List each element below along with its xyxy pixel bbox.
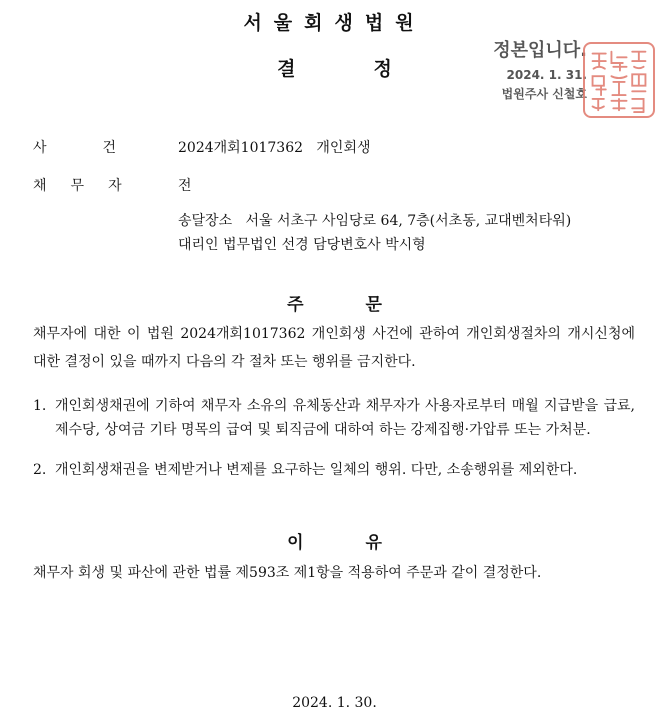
court-seal: [583, 42, 655, 118]
representative-line: 대리인 법무법인 선경 담당변호사 박시형: [178, 237, 426, 253]
certification-block: [462, 36, 587, 102]
case-label-char: 사: [33, 140, 47, 156]
order-item-1: [33, 394, 635, 442]
order-item-text: 개인회생채권을 변제받거나 변제를 요구하는 일체의 행위. 다만, 소송행위를 제외한다.: [55, 462, 578, 478]
order-item-number: 2.: [33, 462, 47, 478]
reason-text: 채무자 회생 및 파산에 관한 법률 제593조 제1항을 적용하여 주문과 같이 결정한다.: [33, 565, 542, 581]
debtor-name: 전: [178, 178, 192, 194]
court-seal-graphic: [585, 44, 653, 116]
debtor-label-char: 채: [33, 178, 47, 194]
order-title-left: 주: [287, 295, 304, 315]
delivery-label: 송달장소: [178, 213, 233, 229]
order-title-right: 문: [365, 295, 382, 315]
reason-title: [0, 528, 669, 553]
order-item-number: 1.: [33, 398, 47, 414]
case-label-char: 건: [102, 140, 117, 156]
debtor-label: [33, 175, 133, 195]
case-value: [178, 137, 371, 157]
document-title-left: 결: [277, 58, 296, 80]
decision-date: 2024. 1. 30.: [292, 695, 377, 711]
document-title-right: 정: [373, 58, 392, 80]
order-intro: 채무자에 대한 이 법원 2024개회1017362 개인회생 사건에 관하여 개인회생절차의 개시신청에 대한 결정이 있을 때까지 다음의 각 절차 또는 행위를 금지한다.: [33, 326, 635, 370]
delivery-address: 서울 서초구 사임당로 64, 7층(서초동, 교대벤처타워): [245, 213, 572, 229]
order-item-2: [33, 458, 635, 482]
certification-date: 2024. 1. 31.: [506, 68, 587, 82]
debtor-label-char: 무: [70, 178, 85, 194]
court-name: 서울회생법원: [243, 12, 426, 34]
delivery-line: [178, 210, 571, 230]
case-label: [33, 137, 123, 157]
case-type: 개인회생: [316, 140, 371, 156]
reason-title-left: 이: [287, 533, 304, 553]
case-number: 2024개회1017362: [178, 140, 304, 156]
order-item-text: 개인회생채권에 기하여 채무자 소유의 유체동산과 채무자가 사용자로부터 매월 지급받을 급료, 제수당, 상여금 기타 명목의 급여 및 퇴직금에 대하여 하는 강제집행·가압류 또는 가처분.: [55, 398, 635, 438]
debtor-label-char: 자: [108, 178, 122, 194]
reason-title-right: 유: [365, 533, 382, 553]
order-title: [0, 290, 669, 315]
certification-officer: 법원주사 신철호: [501, 87, 587, 101]
certification-stamp-text: 정본입니다.: [493, 40, 587, 61]
